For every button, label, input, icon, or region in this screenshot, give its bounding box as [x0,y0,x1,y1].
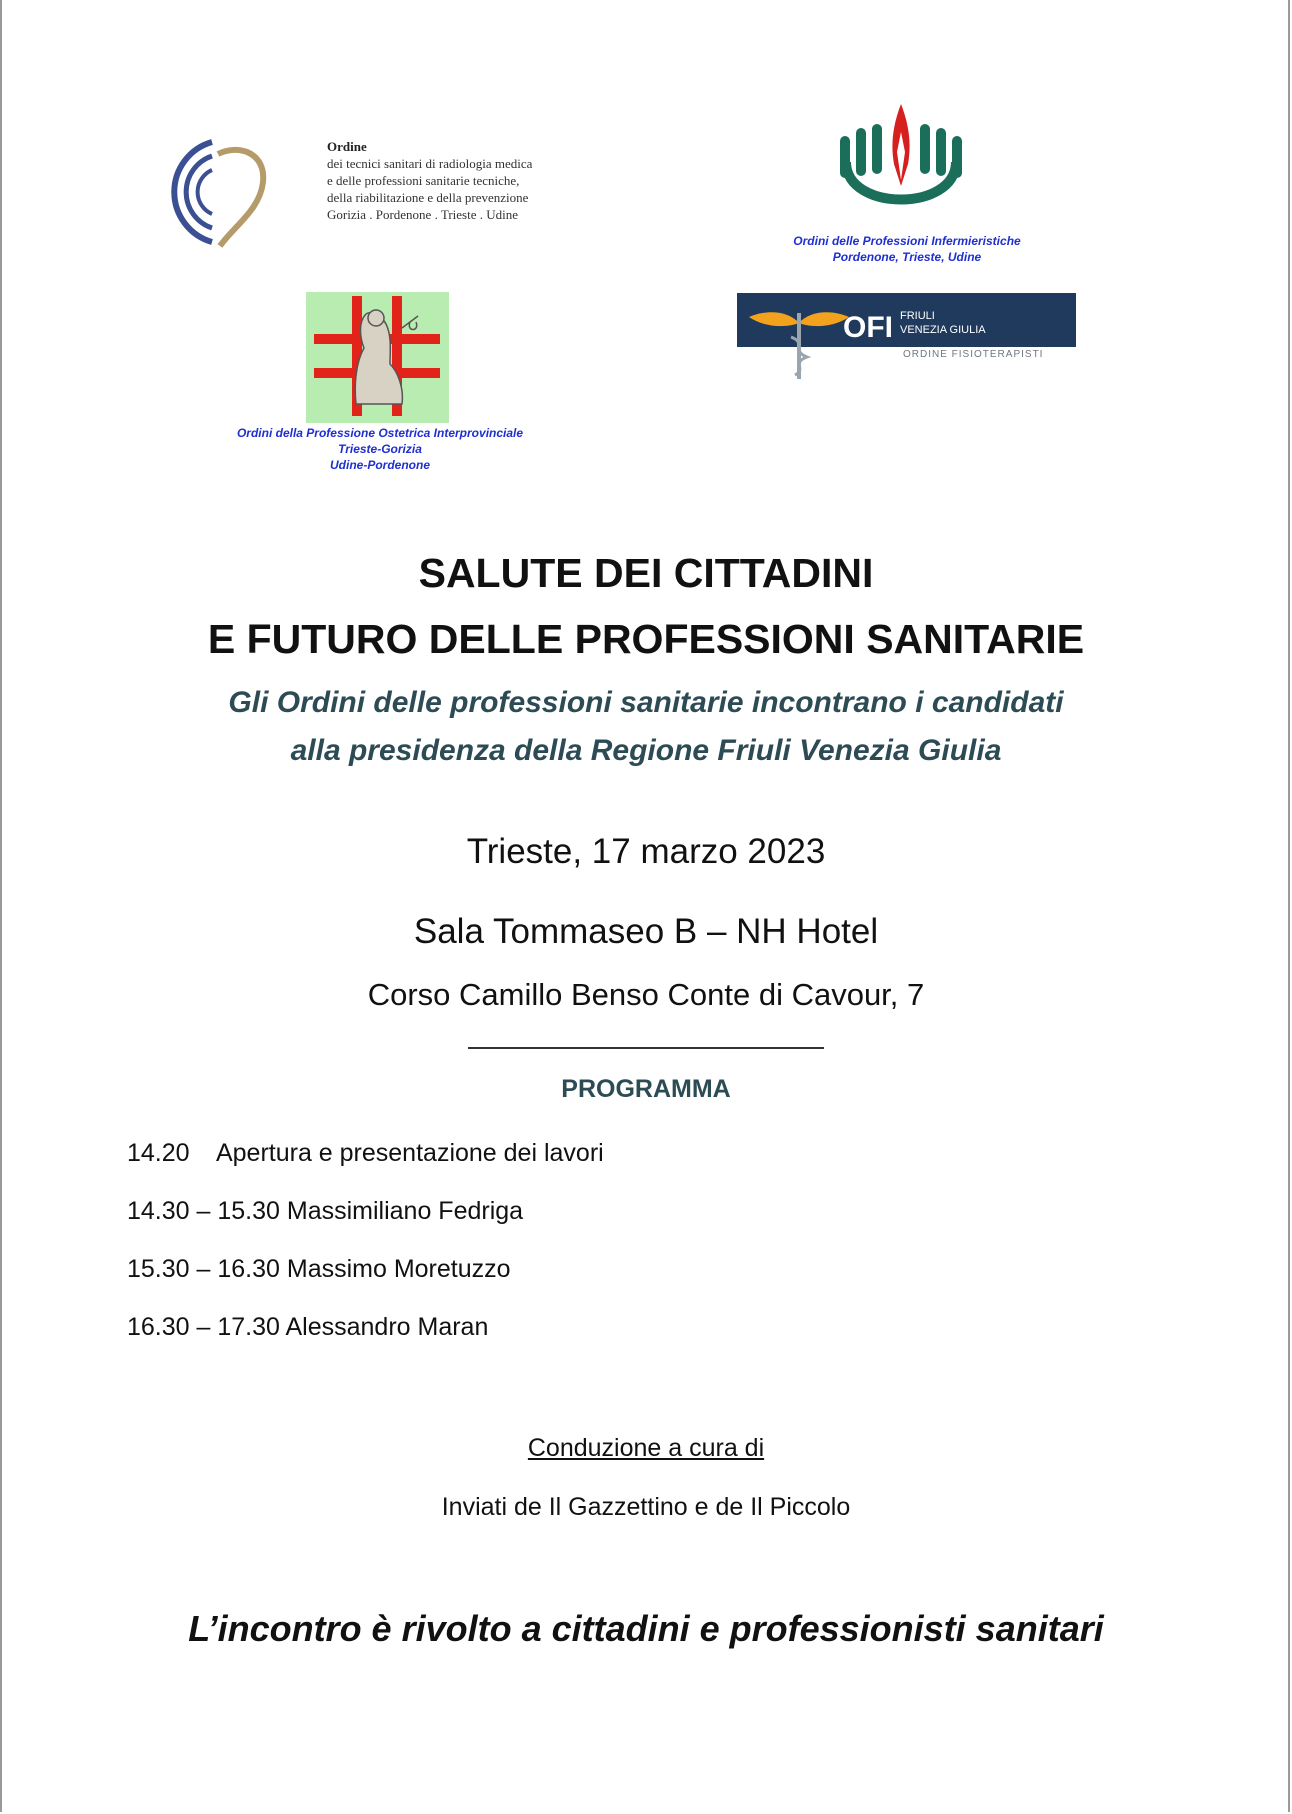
programma-time: 15.30 – 16.30 [127,1255,287,1283]
programma-item [127,1195,1027,1253]
tsrm-name: Ordine [327,139,367,154]
opi-caption-line: Pordenone, Trieste, Udine [832,250,982,264]
programma-item [127,1311,1027,1369]
event-date: Trieste, 17 marzo 2023 [466,832,826,871]
ofi-wordmark: OFI [843,311,893,344]
programma-heading: PROGRAMMA [561,1075,731,1103]
conduzione-heading: Conduzione a cura di [527,1434,765,1462]
ofi-logo [737,293,1076,385]
divider [468,1047,824,1049]
ostetriche-caption [200,425,560,473]
tsrm-line: dei tecnici sanitari di radiologia medica [327,156,533,171]
opi-caption [742,233,1072,265]
subtitle-line-2: alla presidenza della Regione Friuli Venezia Giulia [290,734,1002,767]
programma-label: Apertura e presentazione dei lavori [215,1139,604,1167]
ostetriche-caption-line: Udine-Pordenone [329,458,430,472]
ofi-region-1: FRIULI [900,310,935,322]
programma-label: Massimiliano Fedriga [286,1197,524,1225]
programma-item [127,1253,1027,1311]
title-line-2: E FUTURO DELLE PROFESSIONI SANITARIE [207,616,1085,662]
tsrm-line: Gorizia . Pordenone . Trieste . Udine [327,207,519,222]
event-address: Corso Camillo Benso Conte di Cavour, 7 [367,977,925,1012]
programma-label: Massimo Moretuzzo [286,1255,511,1283]
tsrm-line: e delle professioni sanitarie tecniche, [327,173,520,188]
tsrm-line: della riabilitazione e della prevenzione [327,190,529,205]
ofi-tagline: ORDINE FISIOTERAPISTI [903,349,1044,360]
subtitle-line-1: Gli Ordini delle professioni sanitarie incontrano i candidati [228,686,1064,719]
programma-time: 14.20 [127,1139,216,1167]
ostetriche-caption-line: Trieste-Gorizia [338,442,422,456]
programma-item [127,1137,1027,1195]
ostetriche-logo [306,292,449,423]
tsrm-logo [168,134,268,252]
programma-time: 16.30 – 17.30 [127,1313,286,1341]
programma-label: Alessandro Maran [285,1313,489,1341]
page-subtitle [0,679,1292,775]
conduzione-text: Inviati de Il Gazzettino e de Il Piccolo [441,1493,851,1521]
title-line-1: SALUTE DEI CITTADINI [418,550,874,596]
tsrm-logo-text [327,138,627,223]
event-venue: Sala Tommaseo B – NH Hotel [413,912,879,951]
programma-time: 14.30 – 15.30 [127,1197,287,1225]
ostetriche-caption-line: Ordini della Professione Ostetrica Interprovinciale [236,426,524,440]
closing-statement: L’incontro è rivolto a cittadini e professionisti sanitari [188,1608,1104,1649]
programma-list [127,1137,1027,1369]
opi-caption-line: Ordini delle Professioni Infermieristiche [793,234,1021,248]
page-title [0,540,1292,672]
opi-logo [832,102,970,232]
ofi-region-2: VENEZIA GIULIA [900,324,986,336]
